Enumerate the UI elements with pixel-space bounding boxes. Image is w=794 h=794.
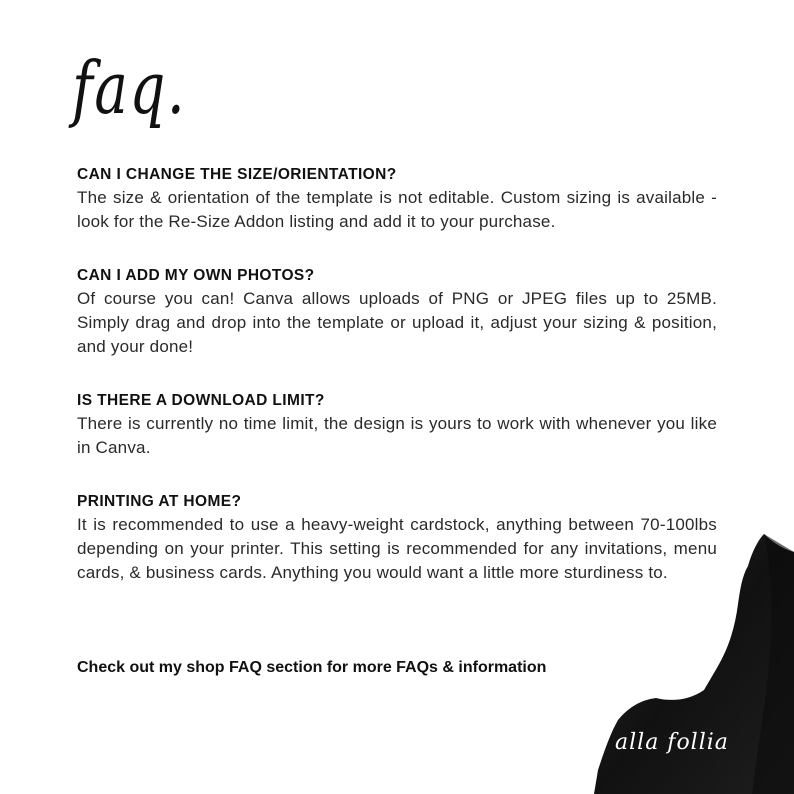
faq-answer: Of course you can! Canva allows uploads of PNG or JPEG files up to 25MB. Simply drag and drop into the template or upload it, adjust your sizing & position, and your done! <box>77 289 717 356</box>
faq-question: CAN I ADD MY OWN PHOTOS? <box>77 267 315 284</box>
faq-question: CAN I CHANGE THE SIZE/ORIENTATION? <box>77 166 397 183</box>
page-title: faq. <box>72 46 187 130</box>
brand-signature: alla follia <box>615 730 729 755</box>
faq-question: PRINTING AT HOME? <box>77 493 242 510</box>
faq-answer: The size & orientation of the template is not editable. Custom sizing is available - look for the Re-Size Addon listing and add it to your purchase. <box>77 188 717 231</box>
faq-item <box>77 164 717 234</box>
faq-answer: It is recommended to use a heavy-weight cardstock, anything between 70-100lbs depending on your printer. This setting is recommended for any invitations, menu cards, & business cards. Anything you would want a little more sturdiness to. <box>77 515 717 582</box>
faq-question: IS THERE A DOWNLOAD LIMIT? <box>77 392 325 409</box>
shop-faq-note: Check out my shop FAQ section for more FAQs & information <box>77 659 547 676</box>
faq-answer: There is currently no time limit, the design is yours to work with whenever you like in Canva. <box>77 414 717 457</box>
faq-item <box>77 265 717 359</box>
faq-item <box>77 390 717 460</box>
faq-item <box>77 491 717 585</box>
faq-list <box>77 164 717 616</box>
